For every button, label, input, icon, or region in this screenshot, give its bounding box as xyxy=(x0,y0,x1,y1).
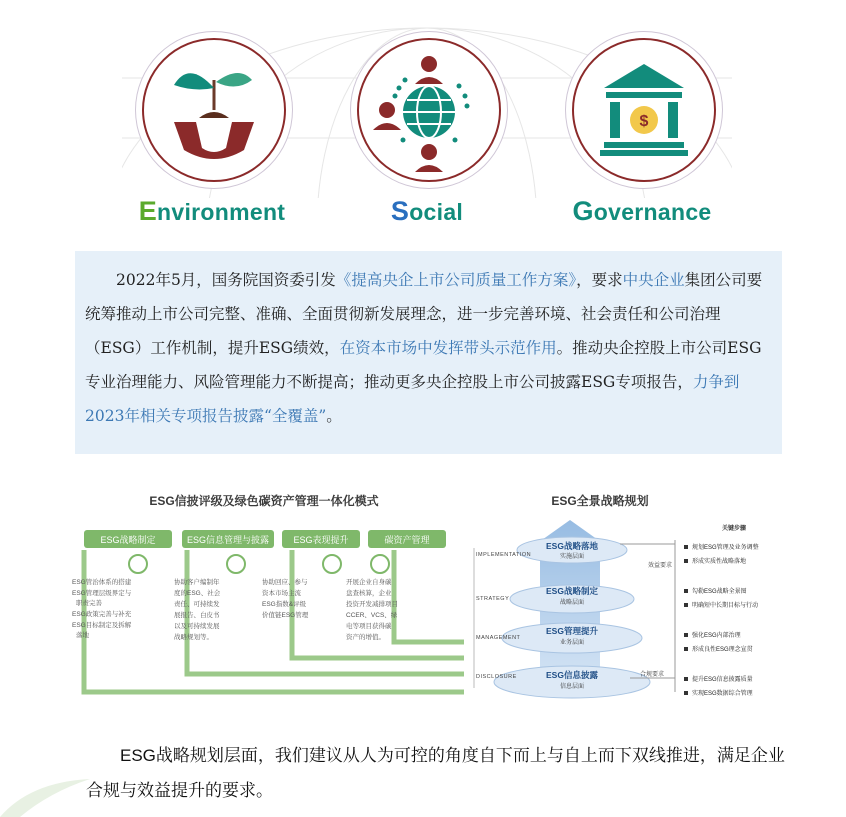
people-globe-icon xyxy=(359,40,499,180)
esg-panorama-strategy-diagram xyxy=(470,492,790,707)
environment-emblem xyxy=(142,38,286,182)
col1-line-6: 落地 xyxy=(76,632,89,639)
side-label-3: MANAGEMENT xyxy=(476,635,521,641)
svg-text:$: $ xyxy=(639,113,649,130)
col2-line-2: 度的ESG、社会 xyxy=(174,590,221,597)
col2-line-6: 战略规划等。 xyxy=(174,634,213,641)
tab-label-1: ESG战略制定 xyxy=(100,535,156,545)
level-name-4: ESG信息披露 xyxy=(546,670,598,680)
level-sub-3: 业务层面 xyxy=(559,640,585,646)
strategy-diagram-title: ESG全景战略规划 xyxy=(551,494,649,508)
step-4b: 实现ESG数据综合管理 xyxy=(692,691,753,697)
key-steps-title: 关键步骤 xyxy=(722,526,747,532)
step-2b: 明确短中长期目标与行动 xyxy=(692,603,759,609)
social-emblem xyxy=(357,38,501,182)
col2-line-5: 以及可持续发展 xyxy=(174,623,220,630)
governance-emblem xyxy=(572,38,716,182)
col3-line-2: 资本市场主流 xyxy=(262,590,301,597)
esg-hero-banner xyxy=(122,18,732,238)
closing-paragraph: ESG战略规划层面，我们建议从人为可控的角度自下而上与自上而下双线推进，满足企业合规与效益提升的要求。 xyxy=(86,746,785,800)
level-name-2: ESG战略制定 xyxy=(546,586,598,596)
decorative-corner-leaf xyxy=(0,777,90,817)
col1-line-3: 职责完善 xyxy=(76,600,102,607)
tab-label-4: 碳资产管理 xyxy=(384,535,430,545)
col3-line-3: ESG指数&评级 xyxy=(262,601,307,608)
col2-line-1: 协助客户编制年 xyxy=(174,579,220,586)
step-2a: 勾勒ESG战略全景图 xyxy=(692,589,747,595)
col4-line-5: 电等项目获得碳 xyxy=(346,623,392,630)
tab-label-2: ESG信息管理与披露 xyxy=(186,535,270,545)
leaf-icon-1 xyxy=(129,555,147,573)
environment-pillar xyxy=(122,18,302,238)
social-label: Social xyxy=(390,196,464,226)
col2-line-3: 责任、可持续发 xyxy=(174,601,220,608)
leaf-icon-4 xyxy=(371,555,389,573)
step-1a: 规划ESG管理及业务调整 xyxy=(692,545,759,551)
level-sub-1: 实施层面 xyxy=(559,554,585,560)
policy-highlight-box xyxy=(75,251,782,454)
level-sub-4: 信息层面 xyxy=(559,684,585,690)
col1-line-1: ESG管治体系的搭建 xyxy=(72,579,132,586)
step-4a: 提升ESG信息披露质量 xyxy=(692,677,753,683)
side-label-2: STRATEGY xyxy=(476,596,510,602)
col2-line-4: 展报告、白皮书 xyxy=(174,612,220,619)
col3-line-1: 协助回应、参与 xyxy=(262,579,308,586)
social-pillar xyxy=(337,18,517,238)
level-name-1: ESG战略落地 xyxy=(546,541,598,551)
col4-line-1: 开展企业自身碳 xyxy=(346,579,392,586)
col4-line-3: 投资开发减排项目 xyxy=(346,601,398,608)
col4-line-6: 资产的增值。 xyxy=(346,634,385,641)
leaf-icon-3 xyxy=(323,555,341,573)
step-3b: 形成良性ESG理念宣贯 xyxy=(692,647,753,653)
col1-line-2: ESG管理层级界定与 xyxy=(72,590,132,597)
level-name-3: ESG管理提升 xyxy=(546,626,598,636)
side-label-4: DISCLOSURE xyxy=(476,674,517,680)
side-label-1: IMPLEMENTATION xyxy=(476,552,532,558)
bank-building-icon xyxy=(574,40,714,180)
governance-pillar xyxy=(552,18,732,238)
level-sub-2: 战略层面 xyxy=(559,600,585,606)
model-diagram-graphic xyxy=(64,492,464,707)
col1-line-5: ESG目标制定及拆解 xyxy=(72,622,132,629)
leaf-icon-2 xyxy=(227,555,245,573)
plant-sprout-icon xyxy=(144,40,284,180)
strategy-diagram-graphic xyxy=(470,492,790,707)
col1-line-4: ESG政策完善与补充 xyxy=(72,611,132,618)
esg-integrated-model-diagram xyxy=(64,492,464,707)
step-1b: 形成实质性战略落地 xyxy=(692,559,747,565)
step-3a: 强化ESG内部治理 xyxy=(692,633,741,639)
policy-paragraph: 2022年5月，国务院国资委引发《提高央企上市公司质量工作方案》，要求中央企业集团公司要统筹推动上市公司完整、准确、全面贯彻新发展理念，进一步完善环境、社会责任和公司治理（ESG）工作机制，提升ESG绩效，在资本市场中发挥带头示范作用。推动央企控股上市公司ESG专业治理能力、风险管理能力不断提高；推动更多央企控股上市公司披露ESG专项报告，力争到2023年相关专项报告披露“全覆盖”。 xyxy=(85,271,763,425)
compliance-label: 合规要求 xyxy=(640,672,665,678)
environment-label: Environment xyxy=(138,196,286,226)
model-diagram-title: ESG信披评级及绿色碳资产管理一体化模式 xyxy=(149,494,379,508)
effect-label: 效益要求 xyxy=(648,563,673,569)
governance-label: Governance xyxy=(572,196,712,226)
col3-line-4: 价值链ESG管理 xyxy=(262,612,309,619)
tab-label-3: ESG表现提升 xyxy=(293,535,349,545)
col4-line-2: 盘查核算，企业 xyxy=(346,590,392,597)
col4-line-4: CCER、VCS、绿 xyxy=(346,612,398,619)
